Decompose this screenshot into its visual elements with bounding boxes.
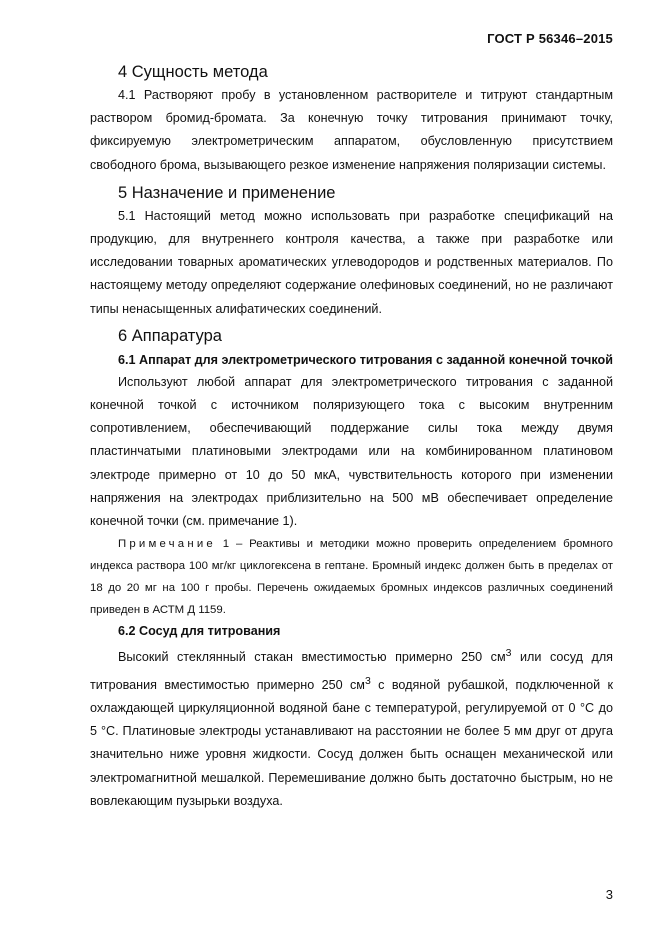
p62-part-c: с водяной рубашкой, подключенной к охлаждающей циркуляционной водяной бане с температурой, регулируемой от 0 °С до 5 °С. Платиновые электроды устанавливают на расстоянии не более 5 мм друг от друга значительно ниже уровня жидкости. Сосуд должен быть оснащен механической или электромагнитной мешалкой. Перемешивание должно быть достаточно быстрым, но не вовлекающим пузырьки воздуха. xyxy=(90,677,613,808)
p62-part-b: или сосуд для титрования вместимостью примерно 250 см xyxy=(90,650,613,692)
section-4-heading: 4 Сущность метода xyxy=(118,63,268,81)
subsection-6-2-heading: 6.2 Сосуд для титрования xyxy=(118,624,281,639)
note-text: 1 – Реактивы и методики можно проверить определением бромного индекса раствора 100 мг/кг циклогексена в гептане. Бромный индекс должен быть в пределах от 18 до 20 мг на 100 г пробы. Перечень ожидаемых бромных индексов различных соединений приведен в АСТМ Д 1159. xyxy=(90,538,613,617)
document-id-header: ГОСТ Р 56346–2015 xyxy=(487,31,613,46)
note-1 xyxy=(90,533,613,621)
superscript-3-second: 3 xyxy=(364,674,371,687)
p62-part-a: Высокий стеклянный стакан вместимостью примерно 250 см xyxy=(118,650,506,665)
subsection-6-1-paragraph: Используют любой аппарат для электрометрического титрования с заданной конечной точкой с источником поляризующего тока с высоким внутренним сопротивлением, обеспечивающий поддержание силы тока между двумя пластинчатыми платиновыми электродами или на комбинированном платиновом электроде примерно от 10 до 50 мкА, чувствительность которого при изменении напряжения на электродах приблизительно на 500 мВ обеспечивает определение конечной точки (см. примечание 1). xyxy=(90,374,613,529)
section-5-heading: 5 Назначение и применение xyxy=(118,183,336,202)
note-label: Примечание xyxy=(118,538,216,551)
page-content xyxy=(90,60,613,813)
section-6-heading: 6 Аппаратура xyxy=(118,326,222,345)
page-number: 3 xyxy=(605,887,613,902)
subsection-6-2-paragraph xyxy=(90,642,613,813)
superscript-3: 3 xyxy=(505,647,512,660)
section-5-1-paragraph: 5.1 Настоящий метод можно использовать при разработке спецификаций на продукцию, для внутреннего контроля качества, а также при разработке или исследовании товарных ароматических углеводородов и родственных материалов. По настоящему методу определяют содержание олефиновых соединений, но не различают типы ненасыщенных алифатических соединений. xyxy=(90,208,613,316)
section-4-1-paragraph: 4.1 Растворяют пробу в установленном растворителе и титруют стандартным раствором бромид-бромата. За конечную точку титрования принимают точку, фиксируемую электрометрическим аппаратом, обусловленную присутствием свободного брома, вызывающего резкое изменение напряжения поляризации системы. xyxy=(90,88,613,172)
subsection-6-1-heading: 6.1 Аппарат для электрометрического титрования с заданной конечной точкой xyxy=(118,352,613,367)
